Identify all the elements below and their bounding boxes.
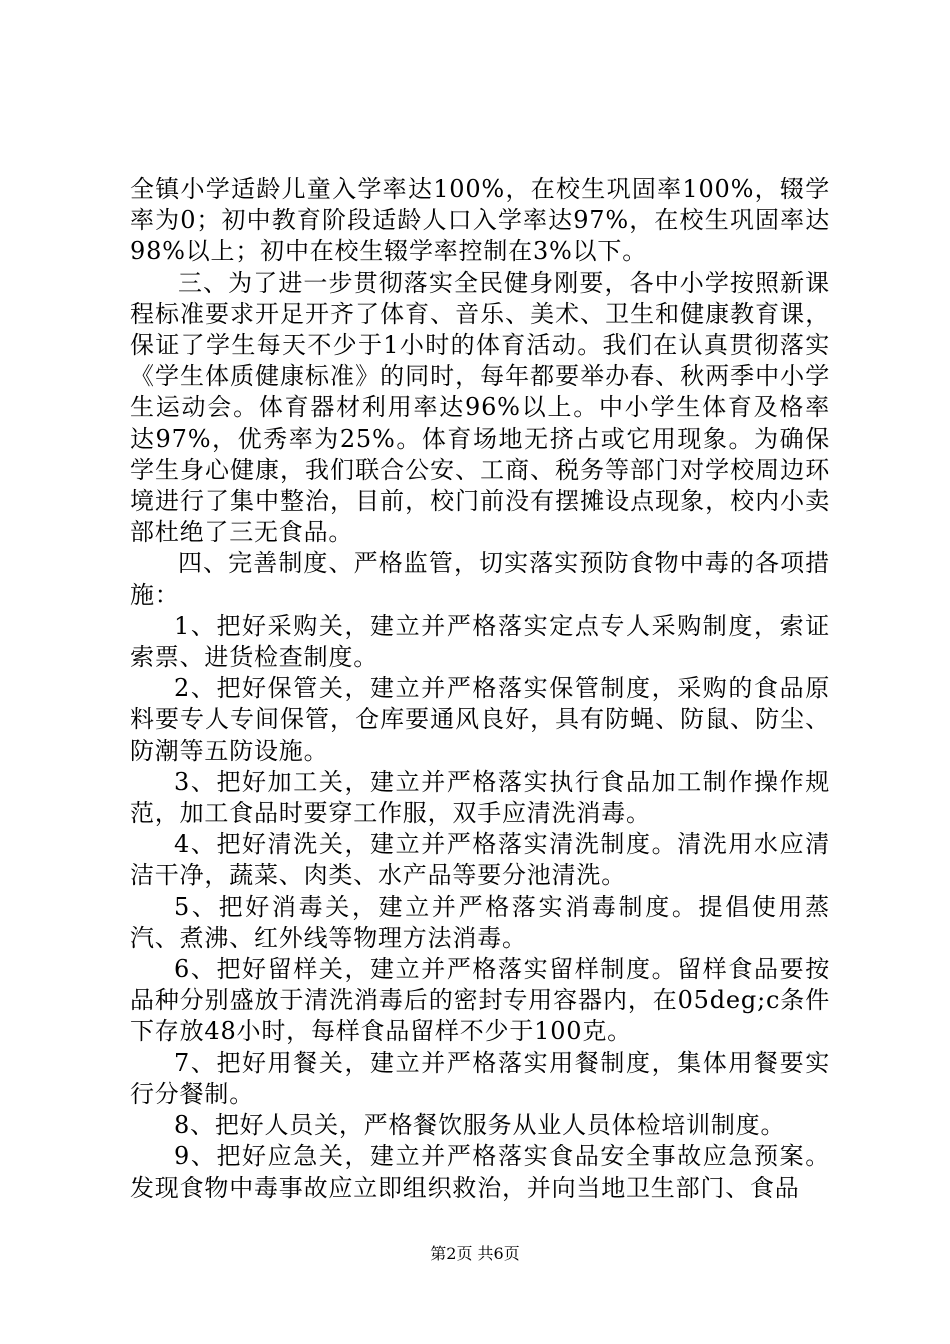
paragraph-enrollment-rates: 全镇小学适龄儿童入学率达100%，在校生巩固率100%，辍学率为0；初中教育阶段适龄人口入学率达97%，在校生巩固率达98%以上；初中在校生辍学率控制在3%以下。: [130, 175, 830, 266]
list-item-storage: 2、把好保管关，建立并严格落实保管制度，采购的食品原料要专人专间保管，仓库要通风良好，具有防蝇、防鼠、防尘、防潮等五防设施。: [130, 674, 830, 765]
list-item-processing: 3、把好加工关，建立并严格落实执行食品加工制作操作规范，加工食品时要穿工作服，双手应清洗消毒。: [130, 767, 830, 828]
paragraph-section-four: 四、完善制度、严格监管，切实落实预防食物中毒的各项措施：: [130, 549, 830, 609]
list-item-disinfection: 5、把好消毒关，建立并严格落实消毒制度。提倡使用蒸汽、煮沸、红外线等物理方法消毒。: [130, 892, 830, 952]
list-item-cleaning: 4、把好清洗关，建立并严格落实清洗制度。清洗用水应清洁干净，蔬菜、肉类、水产品等要分池清洗。: [130, 830, 830, 890]
paragraph-section-three: 三、为了进一步贯彻落实全民健身刚要，各中小学按照新课程标准要求开足开齐了体育、音乐、美术、卫生和健康教育课，保证了学生每天不少于1小时的体育活动。我们在认真贯彻落实《学生体质健康标准》的同时，每年都要举办春、秋两季中小学生运动会。体育器材利用率达96%以上。中小学生体育及格率达97%，优秀率为25%。体育场地无挤占或它用现象。为确保学生身心健康，我们联合公安、工商、税务等部门对学校周边环境进行了集中整治，目前，校门前没有摆摊设点现象，校内小卖部杜绝了三无食品。: [130, 268, 830, 547]
list-item-dining: 7、把好用餐关，建立并严格落实用餐制度，集体用餐要实行分餐制。: [130, 1048, 830, 1108]
list-item-sample-retention: 6、把好留样关，建立并严格落实留样制度。留样食品要按品种分别盛放于清洗消毒后的密封专用容器内，在05deg;c条件下存放48小时，每样食品留样不少于100克。: [130, 955, 830, 1046]
page-number-footer: 第2页 共6页: [430, 1244, 520, 1263]
document-body: [130, 174, 830, 1204]
list-item-emergency: 9、把好应急关，建立并严格落实食品安全事故应急预案。发现食物中毒事故应立即组织救治，并向当地卫生部门、食品: [130, 1142, 830, 1202]
list-item-purchasing: 1、把好采购关，建立并严格落实定点专人采购制度，索证索票、进货检查制度。: [130, 611, 830, 672]
list-item-personnel: 8、把好人员关，严格餐饮服务从业人员体检培训制度。: [174, 1111, 786, 1140]
